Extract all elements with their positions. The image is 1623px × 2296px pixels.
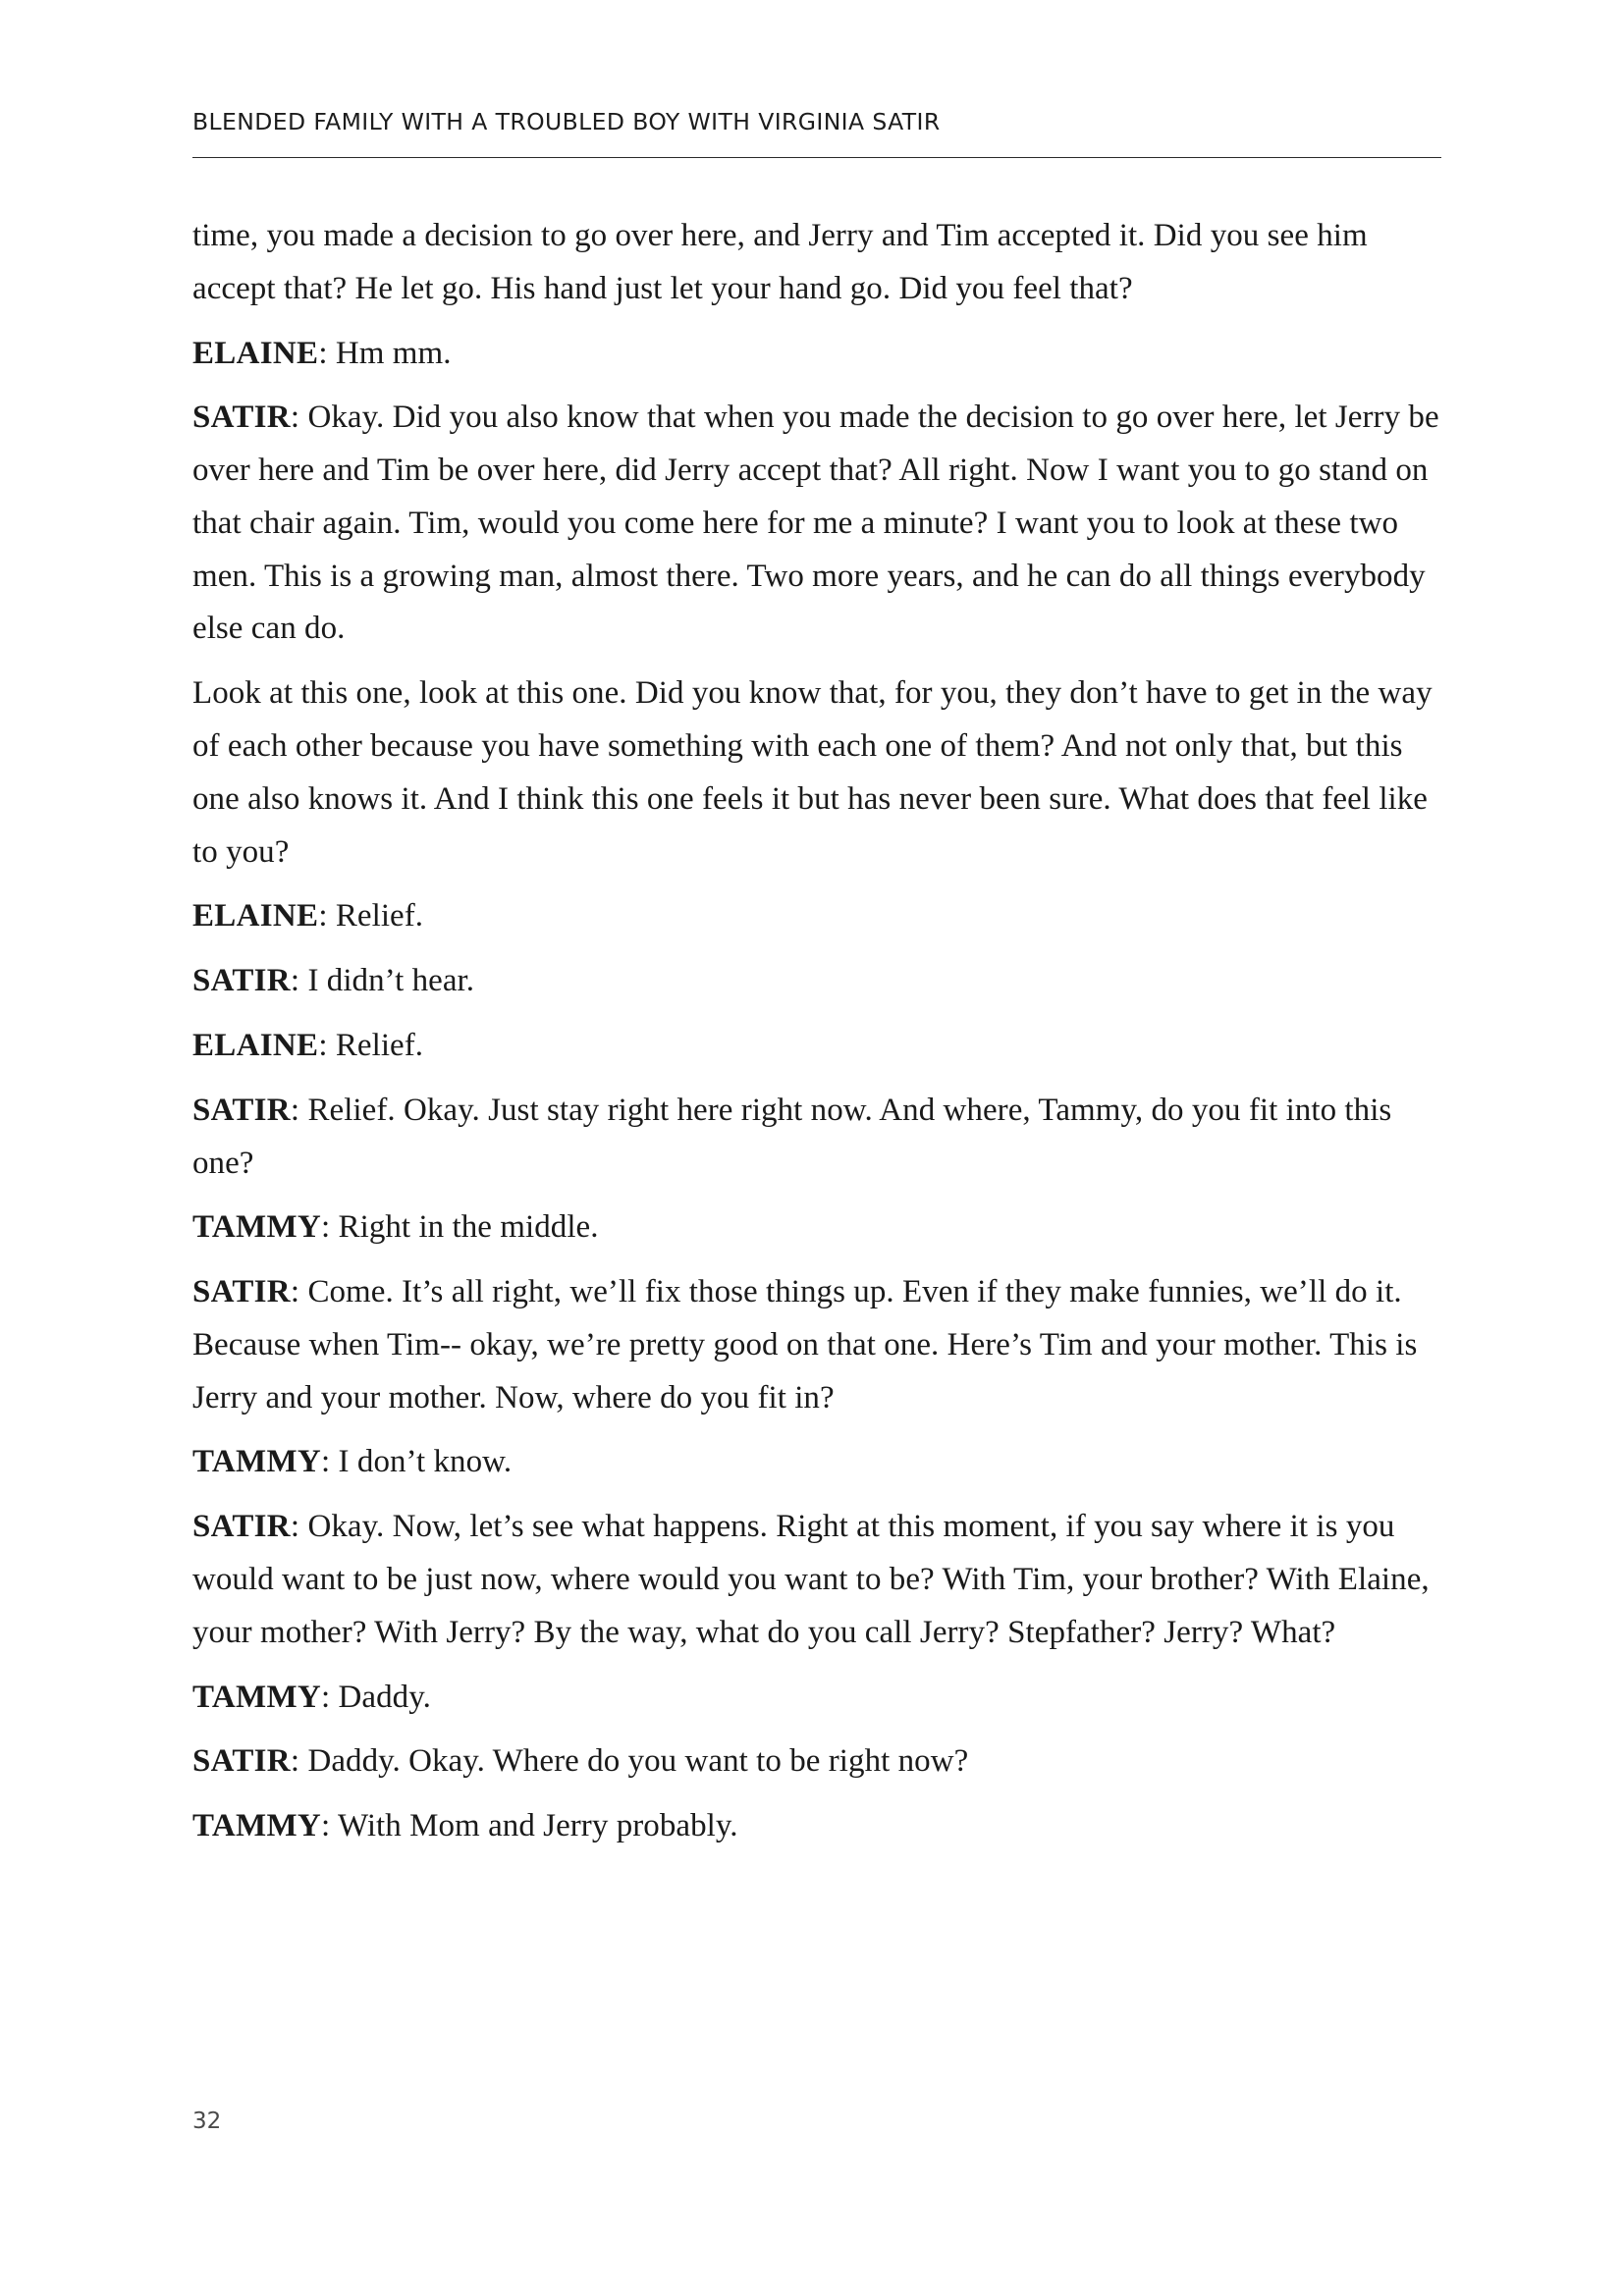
paragraph: [192, 667, 1441, 879]
paragraph-text: : Okay. Now, let’s see what happens. Right at this moment, if you say where it is you would want to be just now, where would you want to be? With Tim, your brother? With Elaine, your mother? With Jerry? By the way, what do you call Jerry? Stepfather? Jerry? What?: [192, 1509, 1430, 1650]
speaker-label: SATIR: [192, 1092, 291, 1128]
paragraph-text: : Hm mm.: [318, 335, 452, 371]
transcript-body: [192, 210, 1441, 1853]
speaker-label: SATIR: [192, 1274, 291, 1310]
paragraph: [192, 392, 1441, 656]
paragraph-text: time, you made a decision to go over here, and Jerry and Tim accepted it. Did you see him accept that? He let go. His hand just let your hand go. Did you feel that?: [192, 218, 1368, 306]
paragraph: [192, 1201, 1441, 1255]
speaker-label: TAMMY: [192, 1444, 322, 1480]
speaker-label: ELAINE: [192, 1027, 319, 1063]
paragraph: [192, 1672, 1441, 1725]
paragraph: [192, 1266, 1441, 1424]
paragraph: [192, 955, 1441, 1008]
paragraph: [192, 1020, 1441, 1073]
paragraph-text: : With Mom and Jerry probably.: [321, 1808, 738, 1844]
paragraph-text: : Okay. Did you also know that when you made the decision to go over here, let Jerry be over here and Tim be over here, did Jerry accept that? All right. Now I want you to go stand on that chair again. Tim, would you come here for me a minute? I want you to look at these two men. This is a growing man, almost there. Two more years, and he can do all things everybody else can do.: [192, 400, 1439, 647]
speaker-label: ELAINE: [192, 898, 319, 934]
page-number: 32: [192, 2109, 222, 2134]
speaker-label: SATIR: [192, 400, 291, 436]
page-content: [192, 0, 1441, 1865]
paragraph: [192, 1800, 1441, 1853]
paragraph: [192, 210, 1441, 316]
running-head: BLENDED FAMILY WITH A TROUBLED BOY WITH VIRGINIA SATIR: [192, 108, 941, 135]
speaker-label: TAMMY: [192, 1209, 322, 1246]
speaker-label: TAMMY: [192, 1808, 322, 1844]
paragraph-text: : Right in the middle.: [321, 1209, 599, 1246]
speaker-label: TAMMY: [192, 1679, 322, 1715]
speaker-label: ELAINE: [192, 335, 319, 371]
paragraph-text: Look at this one, look at this one. Did you know that, for you, they don’t have to get in the way of each other because you have something with each one of them? And not only that, but this one also knows it. And I think this one feels it but has never been sure. What does that feel like to you?: [192, 675, 1433, 870]
paragraph-text: : Relief. Okay. Just stay right here right now. And where, Tammy, do you fit into this one?: [192, 1092, 1392, 1181]
paragraph-text: : Daddy. Okay. Where do you want to be right now?: [290, 1743, 969, 1780]
paragraph-text: : Relief.: [318, 898, 424, 934]
speaker-label: SATIR: [192, 1743, 291, 1780]
paragraph: [192, 1501, 1441, 1659]
paragraph: [192, 1436, 1441, 1489]
paragraph-text: : I didn’t hear.: [290, 963, 475, 999]
paragraph: [192, 890, 1441, 943]
paragraph: [192, 328, 1441, 381]
paragraph-text: : Relief.: [318, 1027, 424, 1063]
speaker-label: SATIR: [192, 1509, 291, 1545]
paragraph-text: : Daddy.: [321, 1679, 431, 1715]
paragraph: [192, 1085, 1441, 1191]
paragraph-text: : I don’t know.: [321, 1444, 513, 1480]
header-rule: [192, 157, 1441, 158]
paragraph-text: : Come. It’s all right, we’ll fix those things up. Even if they make funnies, we’ll do it. Because when Tim-- okay, we’re pretty good on that one. Here’s Tim and your mother. This is Jerry and your mother. Now, where do you fit in?: [192, 1274, 1418, 1415]
paragraph: [192, 1735, 1441, 1789]
speaker-label: SATIR: [192, 963, 291, 999]
